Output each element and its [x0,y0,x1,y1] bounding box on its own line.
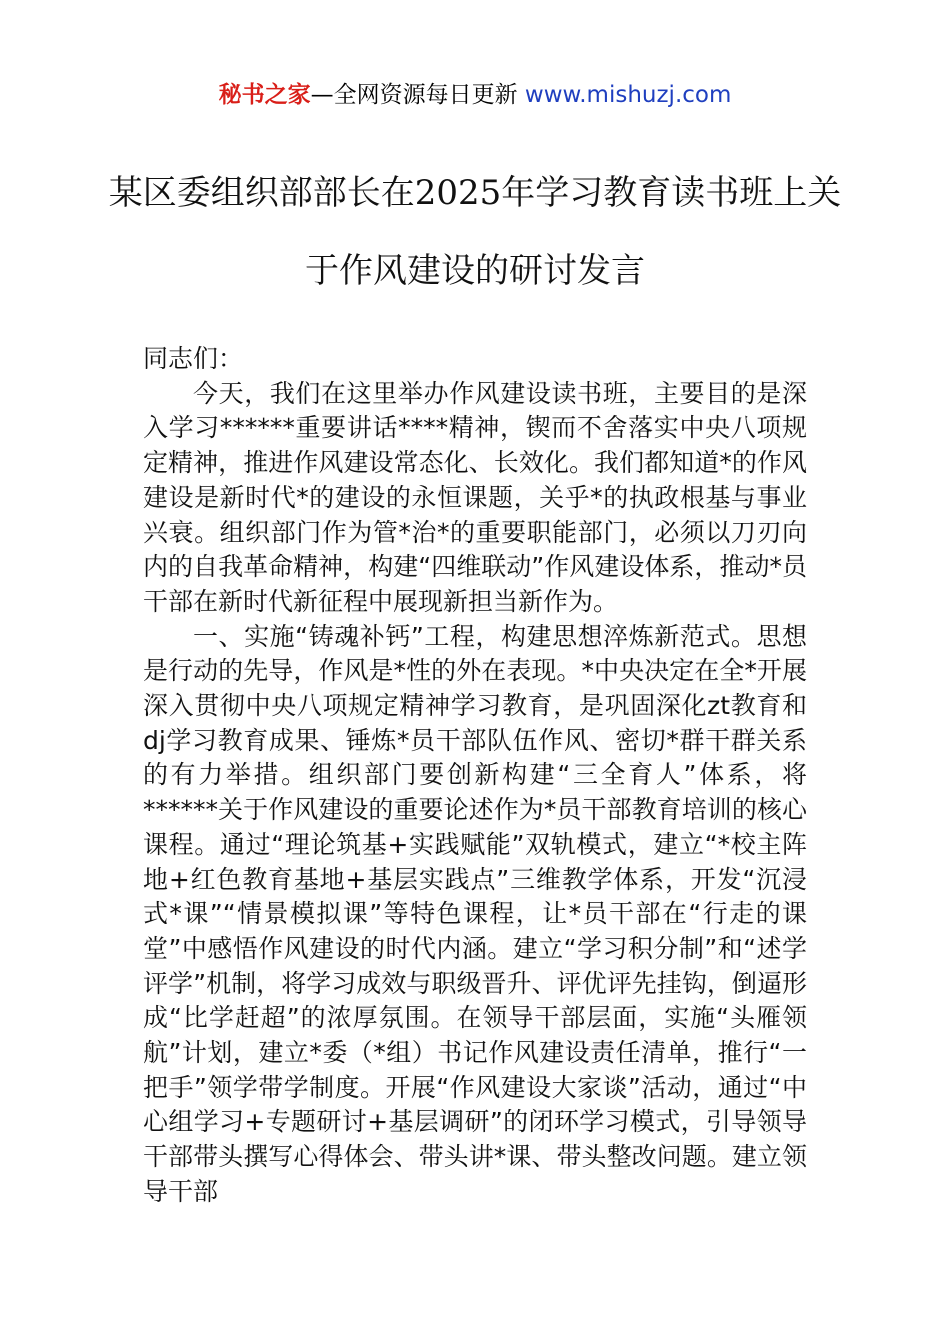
paragraph-section-one: 一、实施“铸魂补钙”工程，构建思想淬炼新范式。思想是行动的先导，作风是*性的外在表现。*中央决定在全*开展深入贯彻中央八项规定精神学习教育，是巩固深化zt教育和dj学习教育成果、锤炼*员干部队伍作风、密切*群干群关系的有力举措。组织部门要创新构建“三全育人”体系，将******关于作风建设的重要论述作为*员干部教育培训的核心课程。通过“理论筑基+实践赋能”双轨模式，建立“*校主阵地+红色教育基地+基层实践点”三维教学体系，开发“沉浸式*课”“情景模拟课”等特色课程，让*员干部在“行走的课堂”中感悟作风建设的时代内涵。建立“学习积分制”和“述学评学”机制，将学习成效与职级晋升、评优评先挂钩，倒逼形成“比学赶超”的浓厚氛围。在领导干部层面，实施“头雁领航”计划，建立*委（*组）书记作风建设责任清单，推行“一把手”领学带学制度。开展“作风建设大家谈”活动，通过“中心组学习+专题研讨+基层调研”的闭环学习模式，引导领导干部带头撰写心得体会、带头讲*课、带头整改问题。建立领导干部 [143,621,807,1206]
site-header [0,78,950,112]
paragraph-intro: 今天，我们在这里举办作风建设读书班，主要目的是深入学习******重要讲话****精神，锲而不舍落实中央八项规定精神，推进作风建设常态化、长效化。我们都知道*的作风建设是新时代*的建设的永恒课题，关乎*的执政根基与事业兴衰。组织部门作为管*治*的重要职能部门，必须以刀刃向内的自我革命精神，构建“四维联动”作风建设体系，推动*员干部在新时代新征程中展现新担当新作为。 [143,378,807,616]
brand-name: 秘书之家 [218,82,311,108]
document-title: 某区委组织部部长在2025年学习教育读书班上关于作风建设的研讨发言 [108,173,842,291]
site-tagline: —全网资源每日更新 [310,82,525,108]
salutation: 同志们： [143,344,244,373]
site-url-link[interactable]: www.mishuzj.com [524,82,732,108]
document-body [143,342,807,1210]
